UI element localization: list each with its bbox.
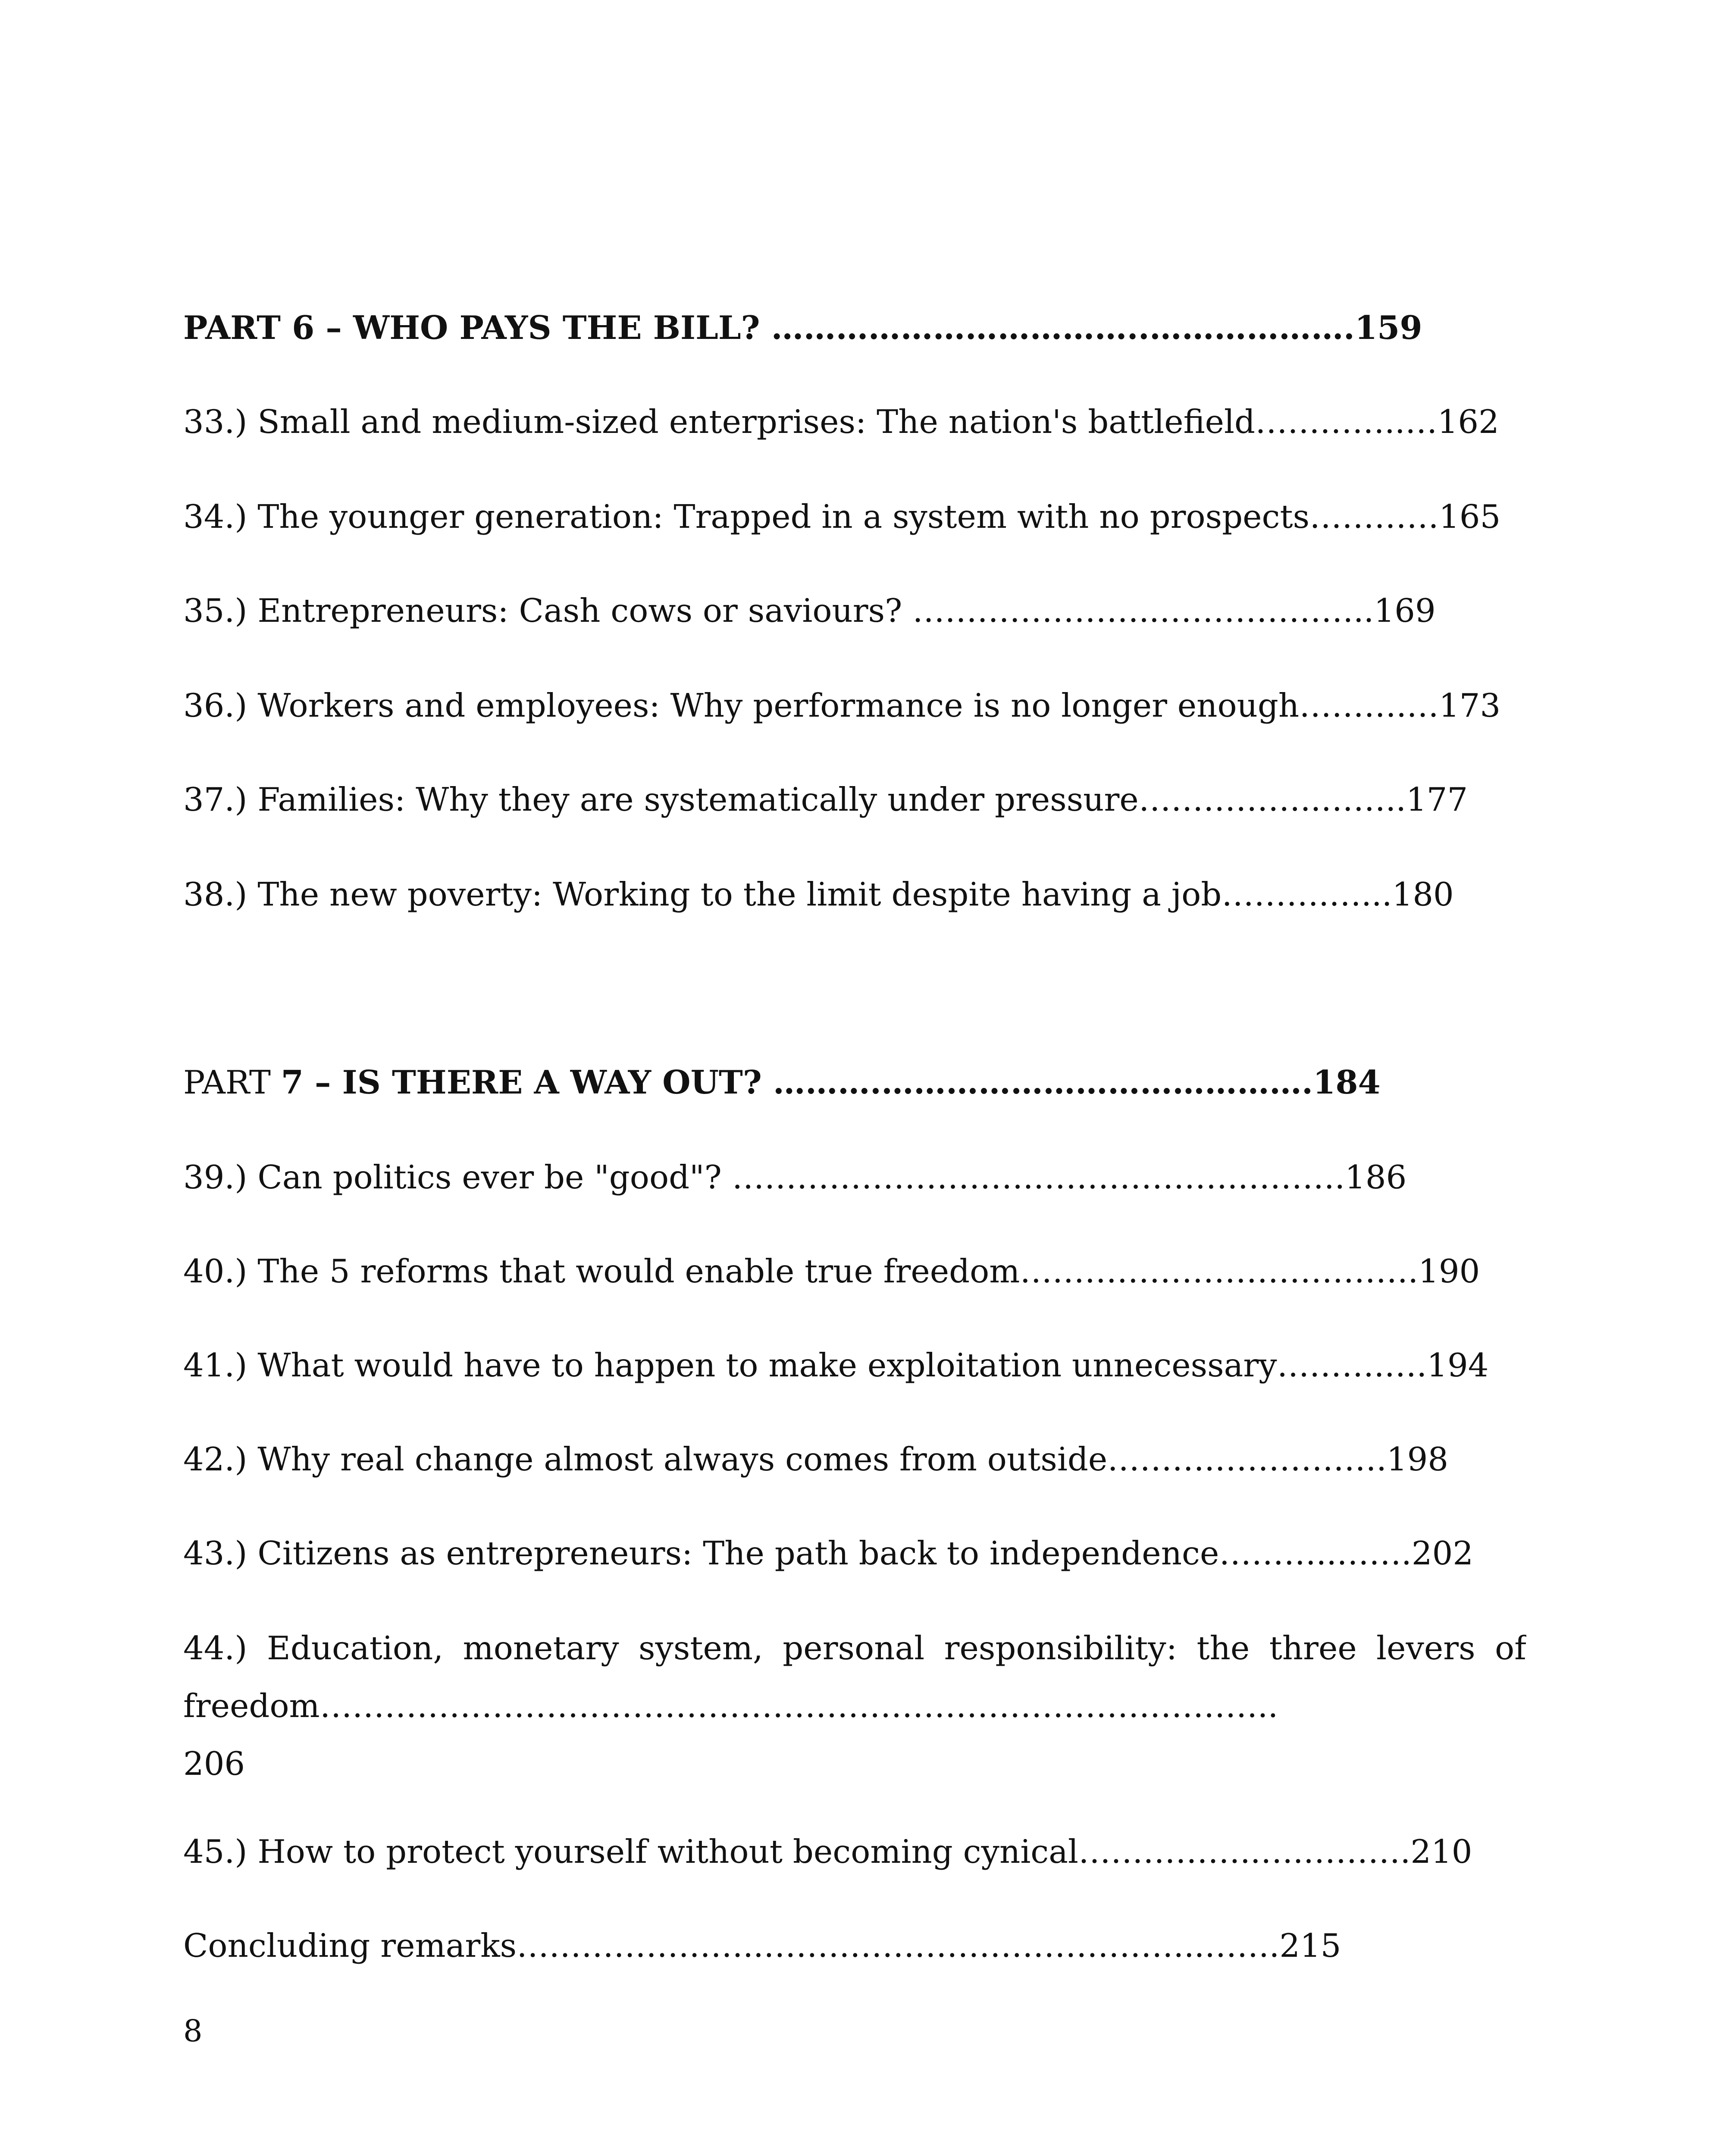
toc-entry-44-line-1: 44.) Education, monetary system, personal responsibility: the three levers of: [183, 1629, 1526, 1667]
toc-part-6-heading: PART 6 – WHO PAYS THE BILL? ……………………………..……………….159: [183, 309, 1422, 347]
toc-entry-45: 45.) How to protect yourself without becoming cynical……………..….……….210: [183, 1833, 1472, 1871]
toc-part-7-prefix: PART: [183, 1063, 281, 1101]
page-number: 8: [183, 2013, 203, 2049]
toc-entry-44-line-2: freedom……………………………………………………………………………..: [183, 1687, 1278, 1725]
toc-concluding-remarks: Concluding remarks…………………..…………………………………..…….215: [183, 1927, 1341, 1965]
toc-entry-37: 37.) Families: Why they are systematically under pressure……………..……..177: [183, 780, 1468, 818]
toc-entry-34: 34.) The younger generation: Trapped in a system with no prospects…………165: [183, 498, 1501, 536]
toc-entry-38: 38.) The new poverty: Working to the limit despite having a job……….…...180: [183, 875, 1454, 913]
toc-entry-42: 42.) Why real change almost always comes from outside……….…………….198: [183, 1440, 1449, 1478]
toc-entry-36: 36.) Workers and employees: Why performance is no longer enough……….…173: [183, 686, 1501, 724]
toc-entry-40: 40.) The 5 reforms that would enable true freedom……………………………….190: [183, 1252, 1480, 1290]
toc-entry-41: 41.) What would have to happen to make exploitation unnecessary……….….194: [183, 1346, 1489, 1384]
toc-part-7-heading: [183, 1061, 1526, 1104]
toc-entry-39: 39.) Can politics ever be "good"? ……………………….……………….……….186: [183, 1158, 1407, 1196]
toc-entry-33: 33.) Small and medium-sized enterprises: The nation's battlefield…………..…162: [183, 403, 1499, 441]
toc-entry-35: 35.) Entrepreneurs: Cash cows or saviours? …………………..………………..169: [183, 592, 1436, 630]
toc-entry-43: 43.) Citizens as entrepreneurs: The path back to independence………..…….202: [183, 1534, 1474, 1572]
toc-part-7-title: 7 – IS THERE A WAY OUT? ……….………………………………….184: [281, 1063, 1381, 1101]
toc-entry-44-page: 206: [183, 1745, 245, 1783]
